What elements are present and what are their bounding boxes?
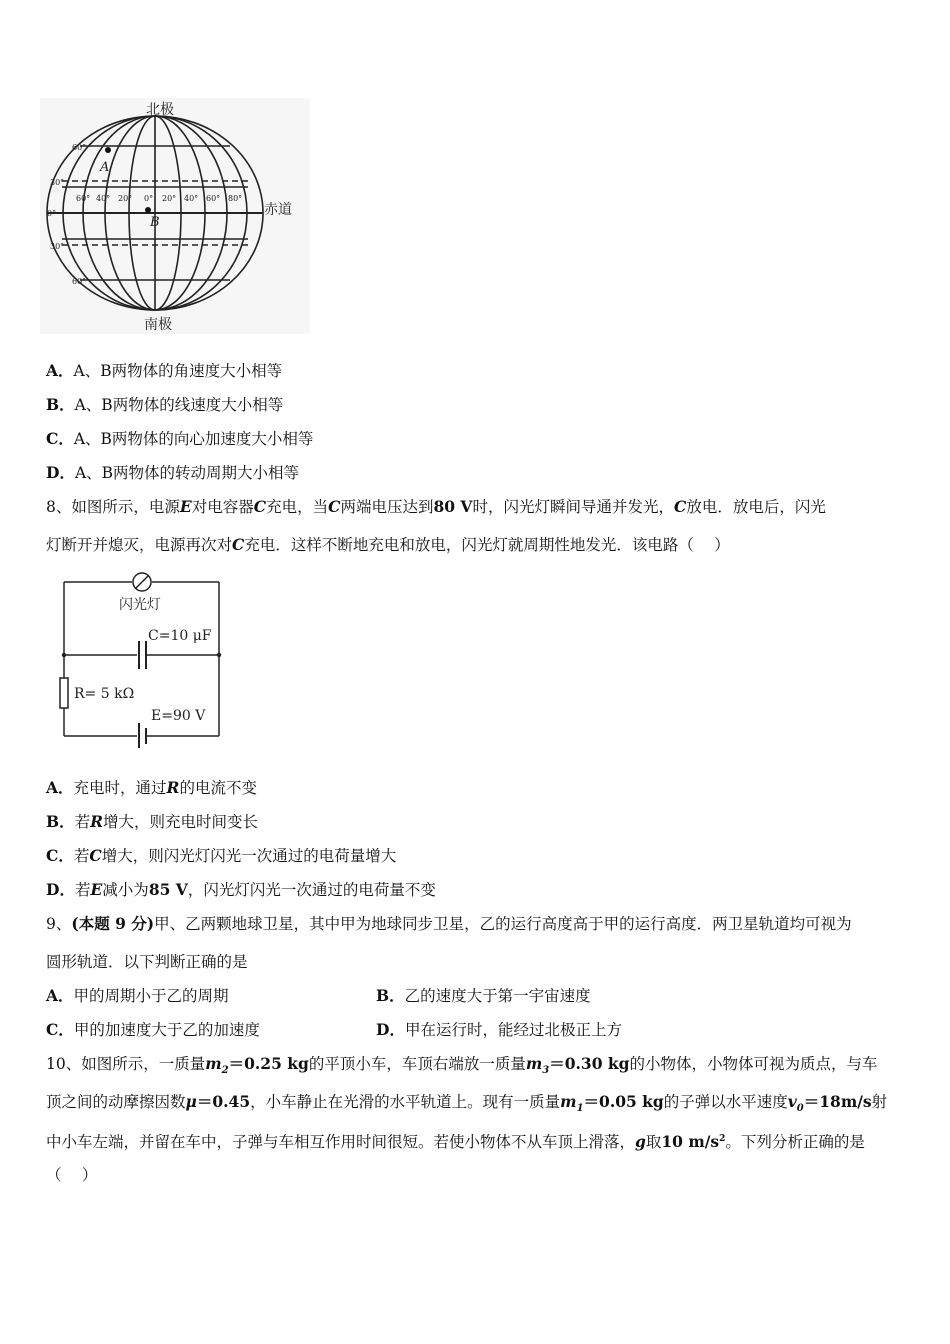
lat-30n-label: 30° xyxy=(50,178,65,187)
q8-stem-line2: 灯断开并熄灭，电源再次对C充电．这样不断地充电和放电，闪光灯就周期性地发光．该电路（ ） xyxy=(46,535,730,554)
q7-option-d: D．A、B两物体的转动周期大小相等 xyxy=(46,463,300,482)
lat-60n-label: 60° xyxy=(72,143,87,152)
lon-label: 40° xyxy=(96,194,111,203)
q9-option-c: C．甲的加速度大于乙的加速度 xyxy=(46,1020,260,1039)
lat-0-label: 0° xyxy=(47,209,57,218)
point-b-label: B xyxy=(150,215,160,230)
q10-stem-line2: 顶之间的动摩擦因数μ＝0.45，小车静止在光滑的水平轨道上。现有一质量$m_1=0.05$ kg的子弹以水平速度$v_0=18m/s$射 xyxy=(46,1092,888,1115)
capacitor-label: C=10 μF xyxy=(148,628,212,644)
lon-label: 40° xyxy=(184,194,199,203)
point-b-dot xyxy=(145,207,151,213)
lon-label: 60° xyxy=(206,194,221,203)
lon-label: 60° xyxy=(76,194,91,203)
point-a-dot xyxy=(105,147,111,153)
lamp-label: 闪光灯 xyxy=(119,597,161,613)
south-pole-label: 南极 xyxy=(144,317,172,333)
lat-60s-label: 60° xyxy=(72,277,87,286)
circuit-figure xyxy=(50,568,230,748)
q9-stem-line2: 圆形轨道．以下判断正确的是 xyxy=(46,953,248,971)
q9-option-d: D．甲在运行时，能经过北极正上方 xyxy=(376,1020,622,1039)
resistor-symbol xyxy=(60,678,68,708)
lon-label: 20° xyxy=(162,194,177,203)
q8-option-b: B．若R增大，则充电时间变长 xyxy=(46,812,259,831)
q8-option-d: D．若E减小为85 V，闪光灯闪光一次通过的电荷量不变 xyxy=(46,880,436,899)
globe-figure xyxy=(40,98,310,334)
lat-30s-label: 30° xyxy=(50,242,65,251)
q9-option-a: A．甲的周期小于乙的周期 xyxy=(46,986,229,1005)
q8-stem-line1: 8、如图所示，电源E对电容器C充电，当C两端电压达到80 V时，闪光灯瞬间导通并发光，C放电．放电后，闪光 xyxy=(46,497,826,516)
q7-option-a: A．A、B两物体的角速度大小相等 xyxy=(46,361,283,380)
q10-answer-paren: （ ） xyxy=(46,1166,98,1184)
north-pole-label: 北极 xyxy=(146,102,174,118)
q9-stem-line1: 9、(本题 9 分)甲、乙两颗地球卫星，其中甲为地球同步卫星，乙的运行高度高于甲的运行高度．两卫星轨道均可视为 xyxy=(46,914,852,933)
q8-option-a: A．充电时，通过R的电流不变 xyxy=(46,778,257,797)
q8-option-c: C．若C增大，则闪光灯闪光一次通过的电荷量增大 xyxy=(46,846,397,865)
q10-stem-line3: 中小车左端，并留在车中，子弹与车相互作用时间很短。若使小物体不从车顶上滑落，g取10 $m/s^2$。下列分析正确的是 xyxy=(46,1132,865,1152)
q9-option-b: B．乙的速度大于第一宇宙速度 xyxy=(376,986,591,1005)
emf-label: E=90 V xyxy=(151,708,206,724)
lon-label: 20° xyxy=(118,194,133,203)
lon-label: 0° xyxy=(144,194,154,203)
q7-option-c: C．A、B两物体的向心加速度大小相等 xyxy=(46,429,314,448)
equator-label: 赤道 xyxy=(264,202,292,218)
resistor-label: R= 5 kΩ xyxy=(74,686,135,702)
lon-label: 80° xyxy=(228,194,243,203)
q7-option-b: B．A、B两物体的线速度大小相等 xyxy=(46,395,284,414)
q10-stem-line1: 10、如图所示，一质量$m_2=0.25$ kg的平顶小车，车顶右端放一质量$m_3=0.30$ kg的小物体，小物体可视为质点，与车 xyxy=(46,1054,878,1077)
point-a-label: A xyxy=(100,160,110,175)
